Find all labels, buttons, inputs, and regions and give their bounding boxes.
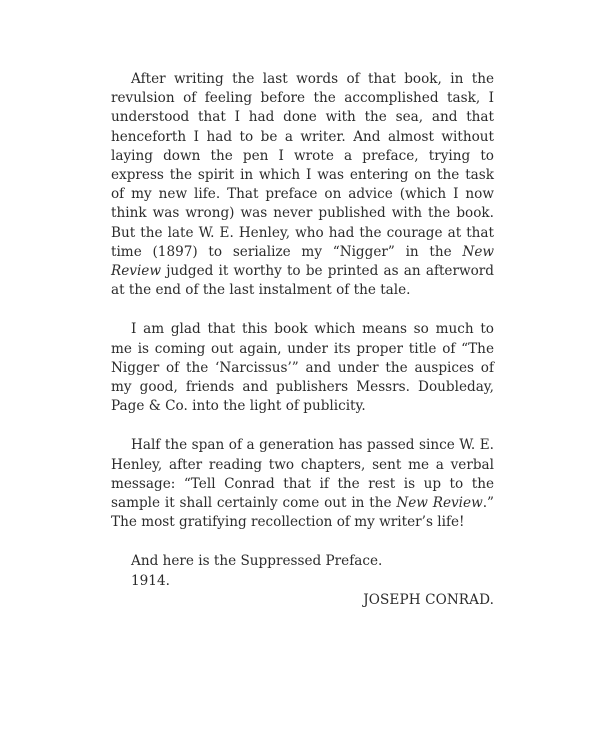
italic-title: New Review xyxy=(111,243,494,280)
date-line: 1914. xyxy=(131,572,170,589)
paragraph-2: I am glad that this book which means so much to me is coming out again, under its proper title of “The Nigger of the ‘Narcissus’” and under the auspices of my good, friends and publishers Messrs. Doubleday, Page & Co. into the light of publicity. xyxy=(111,321,494,415)
author-signature: JOSEPH CONRAD. xyxy=(363,591,494,608)
document-page xyxy=(111,70,494,610)
paragraph-1: After writing the last words of that book, in the revulsion of feeling before the accomplished task, I understood that I had done with the sea, and that henceforth I had to be a writer. And almost without laying down the pen I wrote a preface, trying to express the spirit in which I was entering on the task of my new life. That preface on advice (which I now think was wrong) was never published with the book. But the late W. E. Henley, who had the courage at that time (1897) to serialize my “Nigger” in the New Review judged it worthy to be printed as an afterword at the end of the last instalment of the tale. xyxy=(111,71,494,299)
closing-line: And here is the Suppressed Preface. xyxy=(131,553,383,570)
paragraph-3: Half the span of a generation has passed since W. E. Henley, after reading two chapters, sent me a verbal message: “Tell Conrad that if the rest is up to the sample it shall certainly come out in the New Review.” The most gratifying recollection of my writer’s life! xyxy=(111,437,494,531)
italic-title: New Review xyxy=(396,495,483,512)
